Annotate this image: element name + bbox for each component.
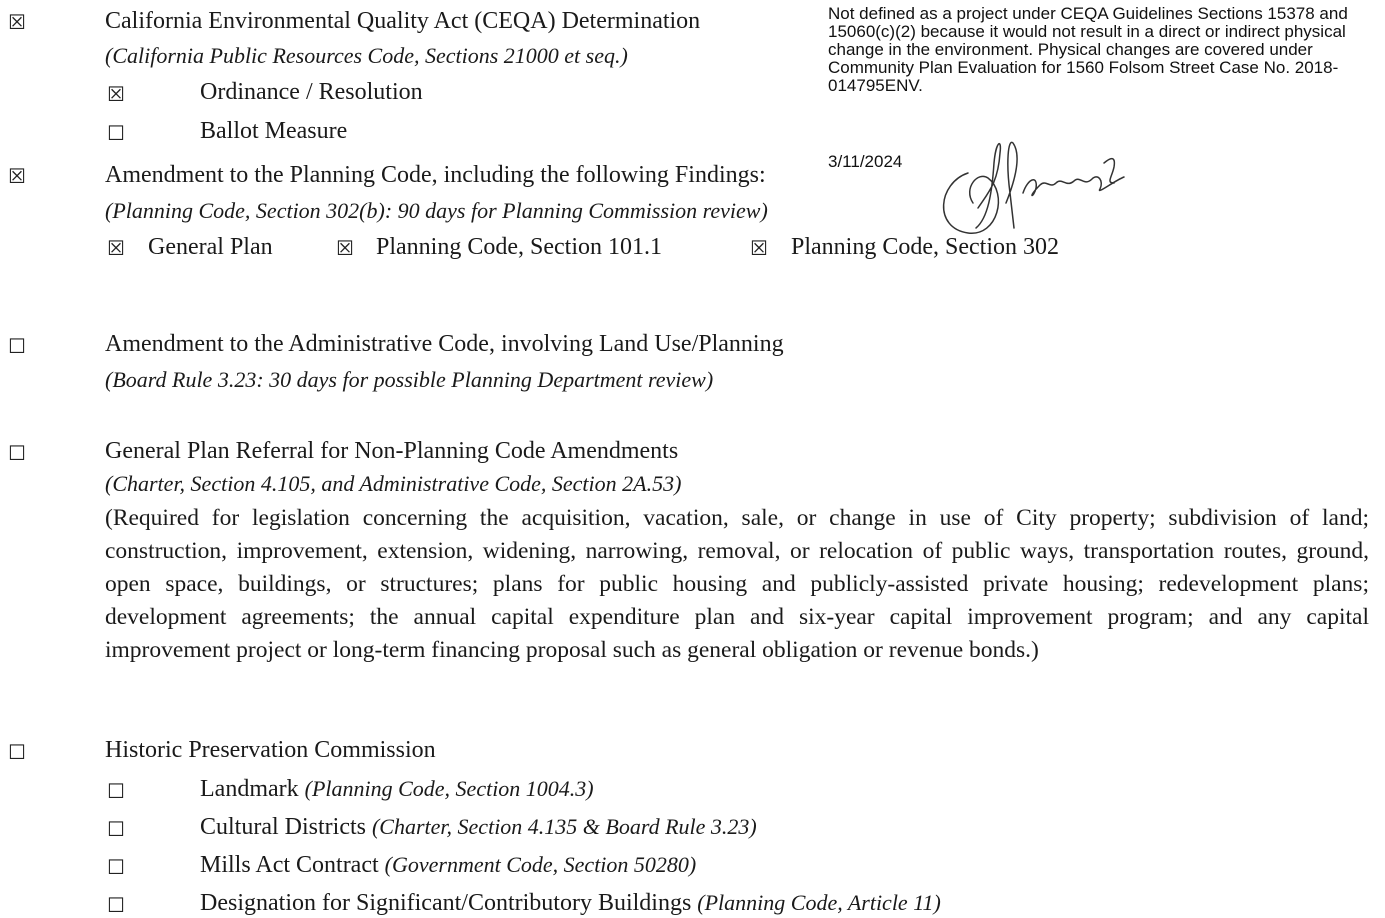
finding-section-302-label: Planning Code, Section 302 [791,234,1059,260]
ordinance-checkbox[interactable]: ☒ [107,82,125,106]
ceqa-determination-note: Not defined as a project under CEQA Guidelines Sections 15378 and 15060(c)(2) because it would not result in a direct or indirect physical change in the environment. Physical changes are covered under Community Plan Evaluation for 1560 Folsom Street Case No. 2018-014795ENV. [828,4,1348,95]
designation-citation: (Planning Code, Article 11) [697,890,941,915]
finding-section-101-checkbox[interactable]: ☒ [336,236,354,260]
landmark-label: Landmark [200,776,305,802]
finding-general-plan-checkbox[interactable]: ☒ [107,236,125,260]
cultural-districts-checkbox[interactable]: ☐ [107,817,125,841]
mills-act-citation: (Government Code, Section 50280) [384,852,697,877]
landmark-checkbox[interactable]: ☐ [107,779,125,803]
hpc-title: Historic Preservation Commission [105,737,436,763]
general-plan-referral-description: (Required for legislation concerning the acquisition, vacation, sale, or change in use of City property; subdivision of land; construction, improvement, extension, widening, narrowing, removal, or relocation of public ways, transportation routes, ground, open space, buildings, or structures; plans for public housing and publicly-assisted private housing; redevelopment plans; development agreements; the annual capital expenditure plan and six-year capital improvement program; and any capital improvement project or long-term financing proposal such as general obligation or revenue bonds.) [105,505,1369,663]
mills-act-item [200,850,696,880]
landmark-item [200,774,594,804]
admin-code-citation: (Board Rule 3.23: 30 days for possible Planning Department review) [105,367,714,392]
ordinance-label: Ordinance / Resolution [200,79,423,105]
mills-act-label: Mills Act Contract [200,852,385,878]
hpc-checkbox[interactable]: ☐ [8,740,26,764]
landmark-citation: (Planning Code, Section 1004.3) [304,776,594,801]
admin-code-title: Amendment to the Administrative Code, involving Land Use/Planning [105,331,784,357]
designation-item [200,888,941,918]
ceqa-title: California Environmental Quality Act (CEQA) Determination [105,8,701,34]
planning-code-title: Amendment to the Planning Code, including the following Findings: [105,162,766,188]
general-plan-referral-citation: (Charter, Section 4.105, and Administrative Code, Section 2A.53) [105,471,682,496]
cultural-districts-citation: (Charter, Section 4.135 & Board Rule 3.23) [371,814,757,839]
ceqa-citation: (California Public Resources Code, Sections 21000 et seq.) [105,43,628,68]
general-plan-referral-title: General Plan Referral for Non-Planning Code Amendments [105,438,679,464]
planning-code-checkbox[interactable]: ☒ [8,164,26,188]
finding-section-302-checkbox[interactable]: ☒ [750,236,768,260]
cultural-districts-item [200,812,757,842]
ballot-measure-checkbox[interactable]: ☐ [107,121,125,145]
cultural-districts-label: Cultural Districts [200,814,372,840]
finding-section-101-label: Planning Code, Section 101.1 [376,234,662,260]
ceqa-checkbox[interactable]: ☒ [8,10,26,34]
finding-general-plan-label: General Plan [148,234,273,260]
designation-label: Designation for Significant/Contributory Buildings [200,890,698,916]
planning-code-citation: (Planning Code, Section 302(b): 90 days for Planning Commission review) [105,198,768,223]
ceqa-date: 3/11/2024 [828,152,903,171]
ballot-measure-label: Ballot Measure [200,118,348,144]
mills-act-checkbox[interactable]: ☐ [107,855,125,879]
signature [928,133,1148,238]
designation-checkbox[interactable]: ☐ [107,893,125,917]
admin-code-checkbox[interactable]: ☐ [8,334,26,358]
general-plan-referral-checkbox[interactable]: ☐ [8,441,26,465]
